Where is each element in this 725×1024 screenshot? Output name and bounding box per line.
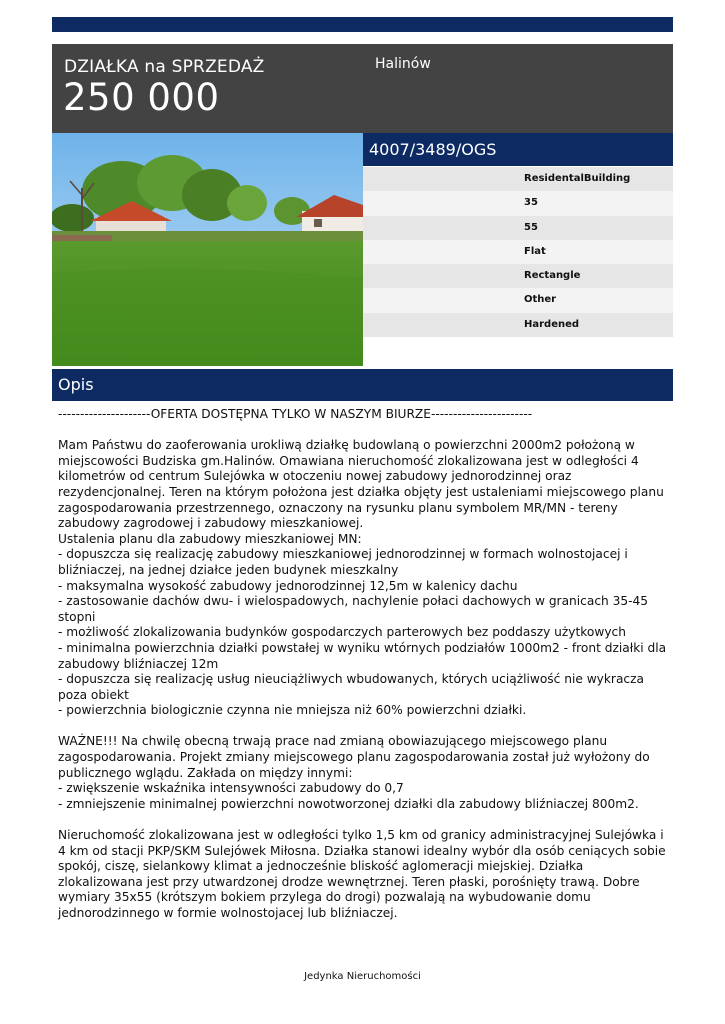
attribute-value: Hardened <box>524 318 580 330</box>
section-title: Opis <box>58 375 94 394</box>
listing-header <box>52 44 673 133</box>
description-paragraph: ---------------------OFERTA DOSTĘPNA TYLKO W NASZYM BIURZE----------------------- <box>58 407 533 421</box>
attribute-value: Other <box>524 294 557 306</box>
attribute-value: Rectangle <box>524 270 581 282</box>
top-accent-bar <box>52 17 673 32</box>
footer-agency-name: Jedynka Nieruchomości <box>304 971 421 982</box>
landscape-photo-icon <box>52 133 363 366</box>
attribute-row <box>363 313 673 337</box>
description-section-header <box>52 369 673 401</box>
reference-number-bar <box>363 133 673 166</box>
listing-price: 250 000 <box>63 76 220 119</box>
attributes-table <box>363 167 673 337</box>
attribute-value: Flat <box>524 245 546 257</box>
description-paragraph: Nieruchomość zlokalizowana jest w odległości tylko 1,5 km od granicy administracyjnej Sulejówka i 4 km od stacji PKP/SKM Sulejówek Miłosna. Działka stanowi idealny wybór dla osób ceniących sobie spokój, ciszę, sielankowy klimat a jednocześnie bliskość aglomeracji miejskiej. Działka zlokalizowana jest przy utwardzonej drodze wewnętrznej. Teren płaski, porośnięty trawą. Dobre wymiary 35x55 (krótszym bokiem przylega do drogi) pozwalają na wybudowanie domu jednorodzinnego w formie wolnostojacej lub bliźniaczej. <box>58 828 666 920</box>
attribute-value: 35 <box>524 197 538 209</box>
description-paragraph: WAŻNE!!! Na chwilę obecną trwają prace nad zmianą obowiazującego miejscowego planu zagospodarowania. Projekt zmiany miejscowego planu zagospodarowania został już wyłożony do publicznego wglądu. Zakłada on między innymi: - zwiększenie wskaźnika intensywności zabudowy do 0,7 - zmniejszenie minimalnej powierzchni nowotworzonej działki dla zabudowy bliźniaczej 800m2. <box>58 734 650 811</box>
attribute-row <box>363 288 673 312</box>
listing-city: Halinów <box>375 56 431 72</box>
attribute-row <box>363 240 673 264</box>
reference-number: 4007/3489/OGS <box>369 140 497 159</box>
attribute-value: 55 <box>524 221 538 233</box>
property-photo <box>52 133 363 366</box>
description-paragraph: Mam Państwu do zaoferowania urokliwą działkę budowlaną o powierzchni 2000m2 położoną w miejscowości Budziska gm.Halinów. Omawiana nieruchomość zlokalizowana jest w odległości 4 kilometrów od centrum Sulejówka w otoczeniu nowej zabudowy jednorodzinnej oraz rezydencjonalnej. Teren na którym położona jest działka objęty jest ustaleniami miejscowego planu zagospodarowania przestrzennego, oznaczony na rysunku planu symbolem MR/MN - tereny zabudowy zagrodowej i zabudowy mieszkaniowej. Ustalenia planu dla zabudowy mieszkaniowej MN: - dopuszcza się realizację zabudowy mieszkaniowej jednorodzinnej w formach wolnostojacej i bliźniaczej, na jednej działce jeden budynek mieszkalny - maksymalna wysokość zabudowy jednorodzinnej 12,5m w kalenicy dachu - zastosowanie dachów dwu- i wielospadowych, nachylenie połaci dachowych w granicach 35-45 stopni - możliwość zlokalizowania budynków gospodarczych parterowych bez poddaszy użytkowych - minimalna powierzchnia działki powstałej w wyniku wtórnych podziałów 1000m2 - front działki dla zabudowy bliźniaczej 12m - dopuszcza się realizację usług nieuciążliwych wbudowanych, których uciążliwość nie wykracza poza obiekt - powierzchnia biologicznie czynna nie mniejsza niż 60% powierzchni działki. <box>58 438 667 718</box>
attribute-value: ResidentalBuilding <box>524 173 631 184</box>
attribute-row <box>363 216 673 240</box>
listing-type: DZIAŁKA na SPRZEDAŻ <box>64 57 265 77</box>
description-body <box>58 407 668 922</box>
attribute-row <box>363 167 673 191</box>
attribute-row <box>363 191 673 215</box>
attribute-row <box>363 264 673 288</box>
